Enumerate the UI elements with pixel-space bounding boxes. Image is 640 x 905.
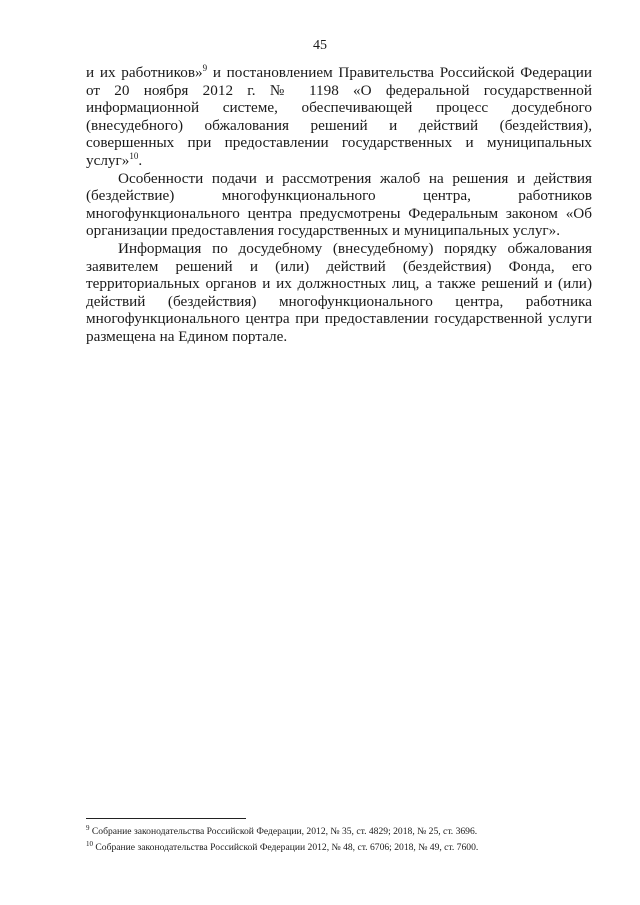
paragraph-3: Информация по досудебному (внесудебному) порядку обжалования заявителем решений и (или) действий (бездействия) Фонда, его территориальных органов и их должностных лиц, а также решений и (или) действий (бездействия) многофункционального центра, работника многофункционального центра при предоставлении государственной услуги размещена на Едином портале. bbox=[86, 239, 592, 345]
footnotes bbox=[86, 824, 592, 856]
footnote-mark-9: 9 bbox=[86, 823, 90, 832]
footnote-separator bbox=[86, 818, 246, 819]
page-number: 45 bbox=[313, 38, 327, 53]
paragraph-2: Особенности подачи и рассмотрения жалоб на решения и действия (бездействие) многофункционального центра, работников многофункционального центра предусмотрены Федеральным законом «Об организации предоставления государственных и муниципальных услуг». bbox=[86, 169, 592, 240]
paragraph-1-end: . bbox=[138, 151, 143, 169]
paragraph-1 bbox=[86, 64, 592, 170]
paragraph-1-middle: и постановлением Правительства Российской Федерации от 20 ноября 2012 г. № 1198 «О федеральной государственной информационной системе, обеспечивающей процесс досудебного (внесудебного) обжалования решений и действий (бездействия), совершенных при предоставлении государственных и муниципальных услуг» bbox=[86, 64, 592, 169]
body-text bbox=[86, 64, 592, 346]
footnote-ref-9: 9 bbox=[202, 62, 208, 73]
footnote-mark-10: 10 bbox=[86, 839, 93, 848]
footnote-10 bbox=[86, 840, 592, 856]
paragraph-1-start: и их работников» bbox=[86, 64, 203, 81]
footnote-text-9: Собрание законодательства Российской Федерации, 2012, № 35, ст. 4829; 2018, № 25, ст. 3696. bbox=[89, 826, 478, 837]
footnote-ref-10: 10 bbox=[129, 150, 139, 161]
footnote-9 bbox=[86, 824, 592, 840]
footnote-text-10: Собрание законодательства Российской Федерации 2012, № 48, ст. 6706; 2018, № 49, ст. 7600. bbox=[93, 842, 479, 853]
